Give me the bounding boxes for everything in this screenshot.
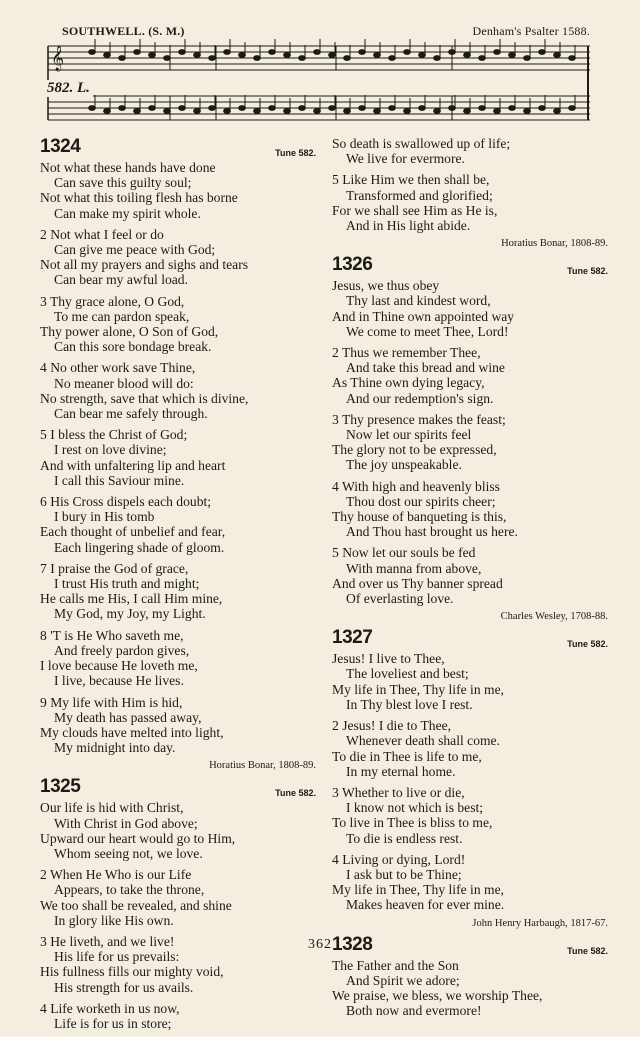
- verse-line: 2 Thus we remember Thee,: [332, 345, 481, 361]
- note-head: [269, 106, 276, 111]
- note-head: [134, 109, 141, 114]
- verse-line: 2 Jesus! I die to Thee,: [332, 718, 452, 734]
- note-head: [284, 53, 291, 58]
- note-head: [419, 53, 426, 58]
- stanza: [40, 160, 316, 221]
- verse-line: 4 Living or dying, Lord!: [332, 851, 466, 867]
- verse-line: And Thou hast brought us here.: [346, 524, 518, 540]
- stanza: [332, 479, 608, 540]
- verse-line: And Spirit we adore;: [346, 972, 460, 988]
- verse-line: His strength for us avails.: [54, 979, 194, 995]
- note-head: [374, 53, 381, 58]
- note-head: [464, 53, 471, 58]
- stanza: [40, 294, 316, 355]
- stanza: [40, 800, 316, 861]
- note-head: [509, 106, 516, 111]
- verse-line: I ask but to be Thine;: [346, 866, 462, 882]
- note-head: [494, 50, 501, 55]
- hymn-number: 1326: [332, 254, 373, 276]
- verse-line: To me can pardon speak,: [54, 308, 190, 324]
- hymn-author: Horatius Bonar, 1808-89.: [209, 760, 316, 772]
- verse-line: The glory not to be expressed,: [332, 442, 497, 458]
- hymn-tune-ref: Tune 582.: [275, 788, 316, 799]
- verse-line: And our redemption's sign.: [346, 390, 494, 406]
- note-head: [359, 50, 366, 55]
- note-head: [449, 106, 456, 111]
- tune-number: 582. L.: [44, 80, 93, 97]
- verse-line: Not what this toiling flesh has borne: [40, 190, 238, 206]
- verse-line: Each thought of unbelief and fear,: [40, 524, 226, 540]
- stanza: [40, 867, 316, 928]
- stanza: [332, 172, 608, 233]
- note-head: [494, 109, 501, 114]
- page-number: 362: [308, 937, 332, 952]
- note-head: [194, 53, 201, 58]
- verse-line: 7 I praise the God of grace,: [40, 560, 189, 576]
- verse-line: We praise, we bless, we worship Thee,: [332, 987, 543, 1003]
- verse-line: Can save this guilty soul;: [54, 175, 192, 191]
- note-head: [389, 106, 396, 111]
- stanza: [332, 651, 608, 712]
- right-column: [332, 136, 608, 1024]
- verse-line: With Christ in God above;: [54, 815, 198, 831]
- verse-line: And in Thine own appointed way: [332, 308, 515, 324]
- verse-line: In my eternal home.: [346, 763, 456, 779]
- verse-line: No strength, save that which is divine,: [40, 390, 249, 406]
- note-head: [224, 50, 231, 55]
- note-head: [179, 106, 186, 111]
- verse-line: Jesus, we thus obey: [332, 278, 440, 294]
- verse-line: Not what these hands have done: [40, 160, 216, 175]
- verse-line: We too shall be revealed, and shine: [40, 897, 232, 913]
- verse-line: Makes heaven for ever mine.: [346, 897, 505, 913]
- verse-line: 4 With high and heavenly bliss: [332, 478, 500, 494]
- verse-line: 5 Now let our souls be fed: [332, 545, 476, 561]
- hymn-tune-ref: Tune 582.: [275, 148, 316, 158]
- note-head: [389, 56, 396, 61]
- verse-line: For we shall see Him as He is,: [332, 202, 498, 218]
- stanza: [332, 412, 608, 473]
- verse-line: No meaner blood will do:: [54, 375, 194, 391]
- verse-line: The loveliest and best;: [346, 666, 469, 682]
- tune-name: SOUTHWELL. (S. M.): [62, 24, 185, 38]
- hymn: [332, 254, 608, 623]
- verse-line: And freely pardon gives,: [54, 642, 190, 658]
- stanza: [40, 360, 316, 421]
- verse-line: Upward our heart would go to Him,: [40, 830, 236, 846]
- verse-line: My life in Thee, Thy life in me,: [332, 882, 505, 898]
- verse-line: Life is for us in store;: [54, 1015, 172, 1031]
- note-head: [374, 109, 381, 114]
- note-head: [524, 109, 531, 114]
- verse-line: 2 When He Who is our Life: [40, 867, 192, 883]
- verse-line: His life for us prevails:: [54, 949, 180, 965]
- verse-line: 2 Not what I feel or do: [40, 226, 164, 242]
- verse-line: I rest on love divine;: [54, 442, 167, 458]
- verse-line: And over us Thy banner spread: [332, 575, 503, 591]
- svg-text:𝄞: 𝄞: [51, 46, 65, 71]
- note-head: [479, 106, 486, 111]
- hymn-header: [332, 254, 608, 278]
- stanza: [332, 345, 608, 406]
- verse-line: I know not which is best;: [346, 800, 484, 816]
- verse-line: Each lingering shade of gloom.: [54, 539, 225, 555]
- note-head: [299, 106, 306, 111]
- hymn: [40, 776, 316, 1031]
- verse-line: 3 Thy grace alone, O God,: [40, 293, 185, 309]
- note-head: [329, 53, 336, 58]
- verse-line: Of everlasting love.: [346, 591, 454, 607]
- stanza: [332, 785, 608, 846]
- hymn: [332, 627, 608, 929]
- note-head: [149, 106, 156, 111]
- stanza: [40, 561, 316, 622]
- verse-line: In glory like His own.: [54, 912, 174, 928]
- verse-line: Transformed and glorified;: [346, 187, 493, 203]
- verse-line: My clouds have melted into light,: [40, 724, 224, 740]
- verse-line: I trust His truth and might;: [54, 576, 200, 592]
- verse-line: My midnight into day.: [54, 740, 176, 756]
- note-head: [434, 56, 441, 61]
- note-head: [539, 106, 546, 111]
- note-head: [569, 106, 576, 111]
- note-head: [149, 53, 156, 58]
- hymn-number: 1327: [332, 627, 373, 649]
- verse-line: As Thine own dying legacy,: [332, 375, 485, 391]
- verse-line: 9 My life with Him is hid,: [40, 694, 183, 710]
- verse-line: And with unfaltering lip and heart: [40, 457, 226, 473]
- note-head: [269, 50, 276, 55]
- hymn-tune-ref: Tune 582.: [567, 639, 608, 650]
- note-head: [194, 109, 201, 114]
- verse-line: In Thy blest love I rest.: [346, 696, 473, 712]
- note-head: [569, 56, 576, 61]
- note-head: [554, 109, 561, 114]
- verse-line: He calls me His, I call Him mine,: [40, 591, 223, 607]
- verse-line: Can make my spirit whole.: [54, 205, 201, 221]
- stanza: [332, 136, 608, 166]
- verse-line: Whom seeing not, we love.: [54, 845, 203, 861]
- stanza: [40, 427, 316, 488]
- verse-line: 3 Thy presence makes the feast;: [332, 411, 506, 427]
- note-head: [104, 109, 111, 114]
- note-head: [89, 50, 96, 55]
- note-head: [239, 106, 246, 111]
- verse-line: With manna from above,: [346, 560, 482, 576]
- hymn-author: Charles Wesley, 1708-88.: [500, 611, 608, 623]
- verse-line: To die is endless rest.: [346, 830, 463, 846]
- verse-line: 8 'T is He Who saveth me,: [40, 627, 184, 643]
- note-head: [254, 109, 261, 114]
- note-head: [284, 109, 291, 114]
- verse-line: Can this sore bondage break.: [54, 339, 212, 355]
- verse-line: 6 His Cross dispels each doubt;: [40, 494, 212, 510]
- hymn-header: [40, 776, 316, 800]
- stanza: [40, 628, 316, 689]
- music-staves: [40, 38, 592, 134]
- note-head: [299, 56, 306, 61]
- stanza: [40, 695, 316, 756]
- note-head: [479, 56, 486, 61]
- note-head: [434, 109, 441, 114]
- hymn-number: 1325: [40, 776, 81, 798]
- verse-line: Can bear my awful load.: [54, 272, 189, 288]
- stanza: [332, 958, 608, 1019]
- note-head: [449, 50, 456, 55]
- verse-line: 4 No other work save Thine,: [40, 360, 196, 376]
- hymn-number: 1324: [40, 136, 81, 157]
- note-head: [524, 56, 531, 61]
- note-head: [164, 56, 171, 61]
- verse-line: My death has passed away,: [54, 709, 202, 725]
- verse-line: Both now and evermore!: [346, 1003, 482, 1019]
- verse-line: We live for evermore.: [346, 151, 465, 167]
- stanza: [332, 718, 608, 779]
- verse-line: 3 He liveth, and we live!: [40, 933, 175, 949]
- verse-line: 3 Whether to live or die,: [332, 784, 465, 800]
- hymn-number: 1328: [332, 933, 373, 955]
- note-head: [134, 50, 141, 55]
- note-head: [404, 109, 411, 114]
- note-head: [419, 106, 426, 111]
- verse-line: Thy last and kindest word,: [346, 293, 491, 309]
- verse-line: 4 Life worketh in us now,: [40, 1000, 180, 1016]
- verse-line: And in His light abide.: [346, 218, 471, 234]
- note-head: [539, 50, 546, 55]
- tune-source: Denham's Psalter 1588.: [472, 24, 590, 38]
- verse-line: Jesus! I live to Thee,: [332, 651, 445, 667]
- verse-line: I love because He loveth me,: [40, 658, 198, 674]
- note-head: [239, 53, 246, 58]
- note-head: [254, 56, 261, 61]
- hymn-tune-ref: Tune 582.: [567, 945, 608, 956]
- verse-line: I bury in His tomb: [54, 509, 155, 525]
- note-head: [509, 53, 516, 58]
- hymn-author: John Henry Harbaugh, 1817-67.: [472, 917, 608, 929]
- verse-line: I call this Saviour mine.: [54, 472, 185, 488]
- verse-line: Thy power alone, O Son of God,: [40, 324, 219, 340]
- verse-line: 5 Like Him we then shall be,: [332, 172, 490, 188]
- verse-line: My God, my Joy, my Light.: [54, 606, 206, 622]
- verse-line: To die in Thee is life to me,: [332, 748, 482, 764]
- note-head: [404, 50, 411, 55]
- note-head: [209, 106, 216, 111]
- note-head: [224, 109, 231, 114]
- verse-line: And take this bread and wine: [346, 360, 505, 376]
- verse-line: So death is swallowed up of life;: [332, 136, 511, 151]
- hymn-header: [332, 627, 608, 651]
- verse-line: Not all my prayers and sighs and tears: [40, 257, 249, 273]
- verse-line: 5 I bless the Christ of God;: [40, 427, 188, 443]
- note-head: [89, 106, 96, 111]
- note-head: [104, 53, 111, 58]
- verse-line: The Father and the Son: [332, 957, 459, 973]
- verse-line: My life in Thee, Thy life in me,: [332, 681, 505, 697]
- hymn-header: [40, 136, 316, 160]
- hymn: [40, 136, 316, 772]
- note-head: [359, 106, 366, 111]
- verse-line: Thy house of banqueting is this,: [332, 509, 507, 525]
- left-column: [40, 136, 316, 1037]
- verse-line: I live, because He lives.: [54, 673, 184, 689]
- hymn-tune-ref: Tune 582.: [567, 266, 608, 277]
- verse-line: We come to meet Thee, Lord!: [346, 323, 509, 339]
- verse-line: The joy unspeakable.: [346, 457, 462, 473]
- stanza: [332, 278, 608, 339]
- note-head: [119, 56, 126, 61]
- stanza: [332, 545, 608, 606]
- note-head: [314, 109, 321, 114]
- verse-line: Whenever death shall come.: [346, 733, 500, 749]
- note-head: [164, 109, 171, 114]
- verse-line: Appears, to take the throne,: [54, 882, 205, 898]
- stanza: [332, 852, 608, 913]
- note-head: [209, 56, 216, 61]
- note-head: [329, 106, 336, 111]
- verse-line: Now let our spirits feel: [346, 427, 472, 443]
- note-head: [119, 106, 126, 111]
- stanza: [40, 494, 316, 555]
- verse-line: Thou dost our spirits cheer;: [346, 493, 496, 509]
- verse-line: Our life is hid with Christ,: [40, 800, 184, 816]
- stanza: [40, 227, 316, 288]
- note-head: [314, 50, 321, 55]
- verse-line: To live in Thee is bliss to me,: [332, 815, 493, 831]
- hymn: [332, 136, 608, 250]
- note-head: [179, 50, 186, 55]
- stanza: [40, 1001, 316, 1031]
- verse-line: Can bear me safely through.: [54, 406, 208, 422]
- note-head: [464, 109, 471, 114]
- hymn-author: Horatius Bonar, 1808-89.: [501, 238, 608, 250]
- verse-line: His fullness fills our mighty void,: [40, 964, 224, 980]
- note-head: [344, 56, 351, 61]
- verse-line: Can give me peace with God;: [54, 242, 216, 258]
- note-head: [344, 109, 351, 114]
- note-head: [554, 53, 561, 58]
